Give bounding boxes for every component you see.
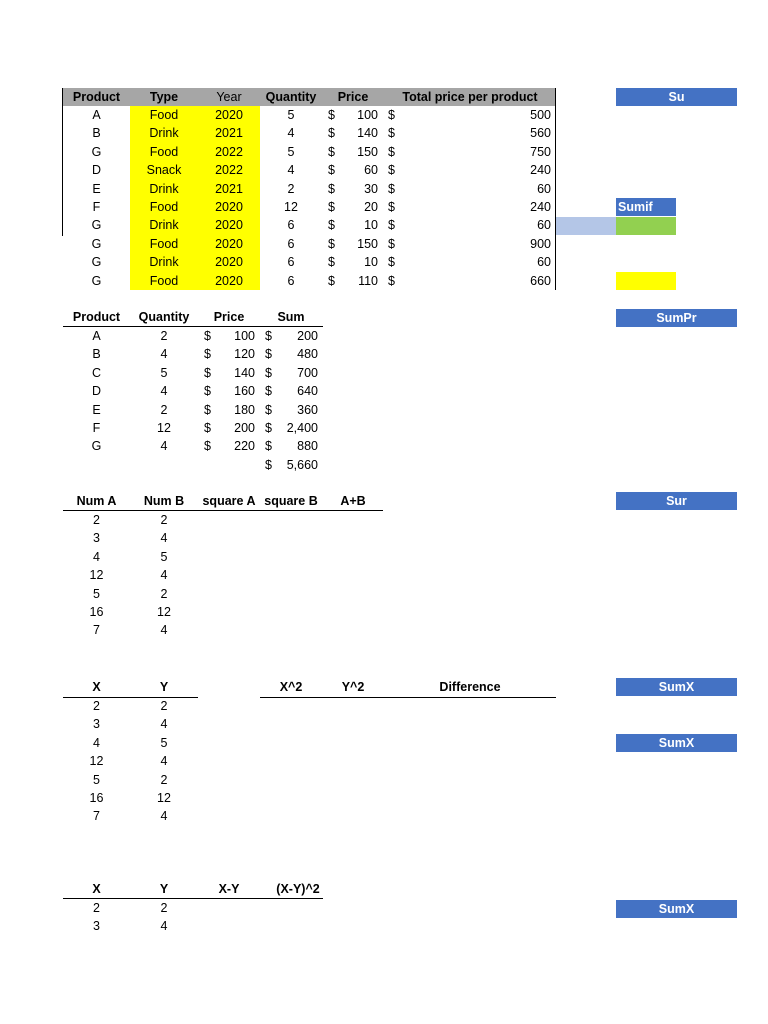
- product-cell: G: [91, 274, 102, 288]
- x-cell: 2: [93, 699, 100, 713]
- x-cell: 5: [93, 773, 100, 787]
- currency-symbol: $: [388, 274, 395, 288]
- year-cell: 2021: [215, 126, 243, 140]
- currency-symbol: $: [265, 458, 272, 472]
- currency-symbol: $: [204, 403, 211, 417]
- y-cell: 4: [160, 919, 168, 933]
- y-cell: 12: [157, 791, 171, 805]
- quantity-cell: 2: [287, 182, 295, 196]
- y-cell: 5: [160, 736, 168, 750]
- product-cell: G: [91, 439, 102, 453]
- price-cell: 60: [364, 163, 378, 177]
- sum-total-cell: 5,660: [286, 458, 318, 472]
- product-cell: A: [92, 329, 101, 343]
- table4-underline-right: [260, 697, 556, 698]
- year-cell: 2022: [215, 163, 243, 177]
- total-price-cell: 750: [530, 145, 551, 159]
- num-a-cell: 12: [89, 568, 104, 582]
- type-cell: Food: [149, 237, 179, 251]
- type-cell: Food: [149, 145, 179, 159]
- product-cell: G: [91, 145, 102, 159]
- x-cell: 12: [89, 754, 104, 768]
- table1-header-year: Year: [216, 90, 242, 104]
- product-cell: D: [91, 384, 102, 398]
- quantity-cell: 12: [157, 421, 171, 435]
- price-cell: 20: [364, 200, 378, 214]
- currency-symbol: $: [265, 439, 272, 453]
- x-cell: 3: [93, 919, 100, 933]
- price-cell: 100: [357, 108, 378, 122]
- sum-cell: 480: [297, 347, 318, 361]
- num-b-cell: 2: [160, 513, 168, 527]
- y-cell: 4: [160, 717, 168, 731]
- currency-symbol: $: [328, 274, 335, 288]
- result-cell-yellow[interactable]: [616, 272, 676, 290]
- quantity-cell: 4: [160, 384, 168, 398]
- product-cell: A: [92, 108, 101, 122]
- type-cell: Drink: [149, 255, 179, 269]
- currency-symbol: $: [388, 145, 395, 159]
- total-price-cell: 500: [530, 108, 551, 122]
- price-cell: 110: [358, 274, 378, 288]
- year-cell: 2021: [215, 182, 243, 196]
- product-cell: E: [92, 182, 101, 196]
- sum-cell: 360: [297, 403, 318, 417]
- price-cell: 150: [357, 237, 378, 251]
- price-cell: 30: [364, 182, 378, 196]
- sum-cell: 700: [297, 366, 318, 380]
- table1-right-border: [555, 88, 556, 290]
- price-cell: 160: [234, 384, 255, 398]
- table5-header-x-minus-y-squared: (X-Y)^2: [276, 882, 320, 896]
- year-cell: 2022: [215, 145, 243, 159]
- x-cell: 16: [89, 791, 104, 805]
- sumx-button-1[interactable]: SumX: [616, 678, 737, 696]
- price-cell: 150: [357, 145, 378, 159]
- table4-header-x: X: [92, 680, 101, 694]
- currency-symbol: $: [328, 126, 335, 140]
- type-cell: Food: [149, 200, 179, 214]
- table4-header-y: Y: [159, 680, 169, 694]
- currency-symbol: $: [265, 347, 272, 361]
- currency-symbol: $: [388, 200, 395, 214]
- table2-header-price: Price: [213, 310, 245, 324]
- x-cell: 3: [93, 717, 100, 731]
- sum-cell: 640: [297, 384, 318, 398]
- num-b-cell: 12: [157, 605, 171, 619]
- currency-symbol: $: [388, 163, 395, 177]
- type-cell: Drink: [149, 126, 179, 140]
- quantity-cell: 4: [160, 439, 168, 453]
- currency-symbol: $: [204, 421, 211, 435]
- table1-header-price: Price: [337, 90, 369, 104]
- x-cell: 7: [93, 809, 100, 823]
- currency-symbol: $: [328, 145, 335, 159]
- currency-symbol: $: [388, 108, 395, 122]
- quantity-cell: 4: [287, 163, 295, 177]
- table4-header-difference: Difference: [439, 680, 501, 694]
- product-cell: B: [92, 126, 101, 140]
- product-cell: G: [91, 237, 102, 251]
- table3-header-num-b: Num B: [143, 494, 185, 508]
- table1-header-type: Type: [149, 90, 179, 104]
- type-cell: Snack: [146, 163, 182, 177]
- num-a-cell: 7: [93, 623, 100, 637]
- total-price-cell: 660: [530, 274, 551, 288]
- num-a-cell: 16: [89, 605, 104, 619]
- total-price-cell: 60: [537, 255, 551, 269]
- total-price-cell: 240: [530, 163, 551, 177]
- table2-header-sum: Sum: [277, 310, 305, 324]
- type-cell: Drink: [149, 218, 179, 232]
- year-cell: 2020: [215, 218, 243, 232]
- currency-symbol: $: [265, 421, 272, 435]
- quantity-cell: 6: [287, 274, 295, 288]
- sumsq-button[interactable]: Sur: [616, 492, 737, 510]
- currency-symbol: $: [328, 255, 335, 269]
- quantity-cell: 4: [160, 347, 168, 361]
- total-price-cell: 900: [530, 237, 551, 251]
- type-cell: Food: [149, 274, 179, 288]
- currency-symbol: $: [204, 439, 211, 453]
- table3-header-square-b: square B: [264, 494, 318, 508]
- quantity-cell: 5: [287, 145, 295, 159]
- y-cell: 2: [160, 901, 168, 915]
- year-cell: 2020: [215, 237, 243, 251]
- sum-cell: 2,400: [286, 421, 318, 435]
- currency-symbol: $: [388, 126, 395, 140]
- price-cell: 120: [234, 347, 255, 361]
- currency-symbol: $: [328, 218, 335, 232]
- price-cell: 140: [234, 366, 255, 380]
- product-cell: F: [92, 200, 101, 214]
- currency-symbol: $: [204, 329, 211, 343]
- currency-symbol: $: [265, 384, 272, 398]
- currency-symbol: $: [265, 403, 272, 417]
- currency-symbol: $: [328, 163, 335, 177]
- selected-cell-blue[interactable]: [556, 217, 616, 235]
- table5-header-x: X: [92, 882, 101, 896]
- price-cell: 10: [364, 218, 378, 232]
- table5-header-x-minus-y: X-Y: [218, 882, 240, 896]
- y-cell: 2: [160, 773, 168, 787]
- currency-symbol: $: [328, 182, 335, 196]
- sumif-button[interactable]: Sumif: [616, 198, 676, 216]
- quantity-cell: 6: [287, 255, 295, 269]
- quantity-cell: 12: [284, 200, 298, 214]
- table4-header-x-squared: X^2: [279, 680, 303, 694]
- type-cell: Drink: [149, 182, 179, 196]
- currency-symbol: $: [328, 237, 335, 251]
- x-cell: 2: [93, 901, 100, 915]
- currency-symbol: $: [204, 347, 211, 361]
- product-cell: C: [91, 366, 102, 380]
- result-cell-green[interactable]: [616, 217, 676, 235]
- quantity-cell: 2: [160, 329, 168, 343]
- x-cell: 4: [93, 736, 100, 750]
- year-cell: 2020: [215, 108, 243, 122]
- product-cell: E: [92, 403, 101, 417]
- total-price-cell: 60: [537, 182, 551, 196]
- product-cell: B: [92, 347, 101, 361]
- num-a-cell: 4: [93, 550, 100, 564]
- product-cell: F: [92, 421, 101, 435]
- quantity-cell: 2: [160, 403, 168, 417]
- y-cell: 4: [160, 809, 168, 823]
- sum-cell: 200: [297, 329, 318, 343]
- y-cell: 2: [160, 699, 168, 713]
- currency-symbol: $: [204, 384, 211, 398]
- table1-header-total: Total price per product: [402, 90, 538, 104]
- sum-cell: 880: [297, 439, 318, 453]
- year-cell: 2020: [215, 274, 243, 288]
- total-price-cell: 240: [530, 200, 551, 214]
- num-a-cell: 2: [93, 513, 100, 527]
- type-cell: Food: [149, 108, 179, 122]
- table4-header-y-squared: Y^2: [341, 680, 365, 694]
- total-price-cell: 60: [537, 218, 551, 232]
- product-cell: D: [91, 163, 102, 177]
- currency-symbol: $: [328, 108, 335, 122]
- price-cell: 100: [234, 329, 255, 343]
- num-b-cell: 4: [160, 531, 168, 545]
- total-price-cell: 560: [530, 126, 551, 140]
- sumproduct-button[interactable]: SumPr: [616, 309, 737, 327]
- currency-symbol: $: [388, 218, 395, 232]
- quantity-cell: 5: [287, 108, 295, 122]
- table5-header-y: Y: [159, 882, 169, 896]
- currency-symbol: $: [388, 182, 395, 196]
- table3-header-num-a: Num A: [76, 494, 117, 508]
- price-cell: 200: [234, 421, 255, 435]
- price-cell: 180: [234, 403, 255, 417]
- quantity-cell: 6: [287, 237, 295, 251]
- currency-symbol: $: [388, 237, 395, 251]
- currency-symbol: $: [388, 255, 395, 269]
- currency-symbol: $: [265, 366, 272, 380]
- sum-button[interactable]: Su: [616, 88, 737, 106]
- table1-header-quantity: Quantity: [265, 90, 317, 104]
- num-b-cell: 4: [160, 623, 168, 637]
- price-cell: 10: [364, 255, 378, 269]
- price-cell: 140: [357, 126, 378, 140]
- sumx-button-2[interactable]: SumX: [616, 734, 737, 752]
- num-a-cell: 3: [93, 531, 100, 545]
- num-b-cell: 2: [160, 587, 168, 601]
- currency-symbol: $: [328, 200, 335, 214]
- price-cell: 220: [234, 439, 255, 453]
- table1-header-product: Product: [72, 90, 121, 104]
- year-cell: 2020: [215, 200, 243, 214]
- currency-symbol: $: [204, 366, 211, 380]
- year-cell: 2020: [215, 255, 243, 269]
- num-b-cell: 5: [160, 550, 168, 564]
- sumx-button-3[interactable]: SumX: [616, 900, 737, 918]
- product-cell: G: [91, 255, 102, 269]
- quantity-cell: 6: [287, 218, 295, 232]
- y-cell: 4: [160, 754, 168, 768]
- num-a-cell: 5: [93, 587, 100, 601]
- table3-header-square-a: square A: [202, 494, 256, 508]
- num-b-cell: 4: [160, 568, 168, 582]
- quantity-cell: 5: [160, 366, 168, 380]
- table2-header-product: Product: [72, 310, 121, 324]
- table3-header-a-plus-b: A+B: [340, 494, 366, 508]
- product-cell: G: [91, 218, 102, 232]
- quantity-cell: 4: [287, 126, 295, 140]
- currency-symbol: $: [265, 329, 272, 343]
- table2-header-quantity: Quantity: [138, 310, 190, 324]
